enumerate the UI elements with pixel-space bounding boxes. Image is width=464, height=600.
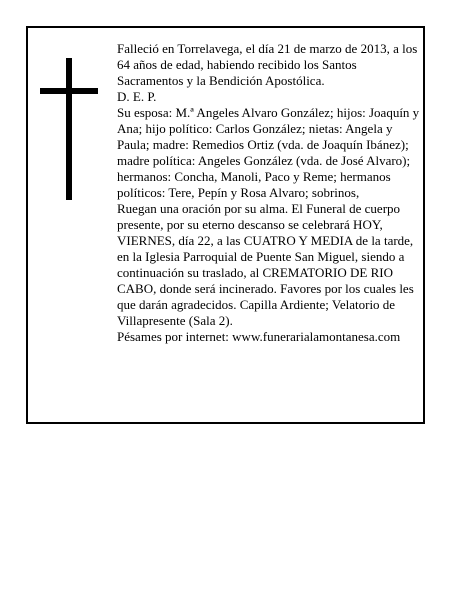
cross-vertical-bar xyxy=(66,58,72,200)
condolences-website: Pésames por internet: www.funerarialamontanesa.com xyxy=(117,329,401,344)
family-members: Su esposa: M.ª Angeles Alvaro González; hijos: Joaquín y Ana; hijo político: Carlos González; nietas: Angela y Paula; madre: Remedios Ortiz (vda. de Joaquín Ibánez); madre política: Angeles González (vda. de José Alvaro); hermanos: Concha, Manoli, Paco y Reme; hermanos políticos: Tere, Pepín y Rosa Alvaro; sobrinos, xyxy=(117,105,420,200)
death-announcement: Falleció en Torrelavega, el día 21 de marzo de 2013, a los 64 años de edad, habiendo recibido los Santos Sacramentos y la Bendición Apostólica. xyxy=(117,41,418,88)
cross-horizontal-bar xyxy=(40,88,98,94)
latin-cross-icon xyxy=(40,58,98,200)
rest-in-peace: D. E. P. xyxy=(117,89,157,104)
obituary-text xyxy=(117,41,423,345)
funeral-details: Ruegan una oración por su alma. El Funeral de cuerpo presente, por su eterno descanso se celebrará HOY, VIERNES, día 22, a las CUATRO Y MEDIA de la tarde, en la Iglesia Parroquial de Puente San Miguel, siendo a continuación su traslado, al CREMATORIO DE RIO CABO, donde será incinerado. Favores por los cuales les que darán agradecidos. Capilla Ardiente; Velatorio de Villapresente (Sala 2). xyxy=(117,201,414,328)
obituary-notice xyxy=(26,26,425,424)
